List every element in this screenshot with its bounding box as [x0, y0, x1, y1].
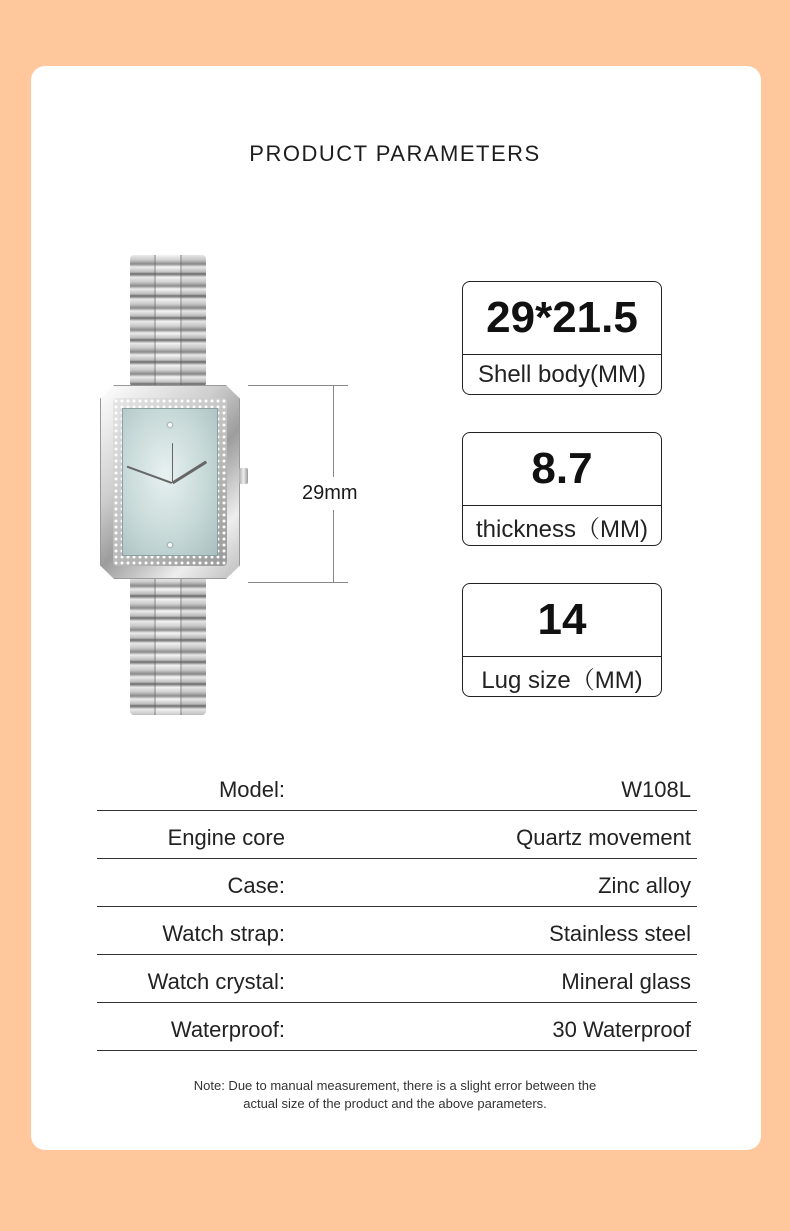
param-value: Stainless steel — [549, 921, 691, 946]
param-key: Case: — [227, 873, 285, 898]
table-row — [97, 763, 697, 811]
table-row — [97, 1003, 697, 1051]
param-value: Quartz movement — [516, 825, 691, 850]
spec-value: 8.7 — [463, 433, 661, 506]
spec-box-thickness — [462, 432, 662, 546]
param-key: Model: — [218, 777, 285, 802]
watch-case — [100, 385, 240, 579]
spec-label: Lug size（MM) — [481, 666, 643, 694]
note-line: actual size of the product and the above parameters. — [243, 1096, 547, 1111]
watch-dial — [122, 408, 218, 556]
spec-label: thickness（MM) — [475, 515, 649, 543]
dimension-bottom-tick — [248, 582, 348, 583]
watch-band-top — [130, 255, 206, 387]
param-value: W108L — [621, 777, 691, 802]
spec-box-shell — [462, 281, 662, 395]
param-key: Watch crystal: — [147, 969, 285, 994]
parameter-table — [97, 763, 697, 1051]
param-key: Waterproof: — [170, 1017, 285, 1042]
watch-band-bottom — [130, 577, 206, 715]
measurement-note — [0, 1077, 790, 1113]
spec-value: 14 — [463, 584, 661, 657]
table-row — [97, 811, 697, 859]
table-row — [97, 907, 697, 955]
page-title: PRODUCT PARAMETERS — [249, 141, 541, 166]
spec-box-lug — [462, 583, 662, 697]
spec-label: Shell body(MM) — [477, 361, 647, 388]
minute-hand — [127, 466, 173, 484]
hour-hand — [172, 461, 208, 485]
watch-crown — [239, 468, 248, 484]
dimension-vertical-line-bottom — [333, 510, 334, 582]
second-hand — [172, 443, 173, 483]
table-row — [97, 955, 697, 1003]
param-value: Zinc alloy — [598, 873, 691, 898]
param-value: 30 Waterproof — [552, 1017, 691, 1042]
spec-value: 29*21.5 — [463, 282, 661, 355]
table-row — [97, 859, 697, 907]
param-key: Engine core — [167, 825, 285, 850]
param-key: Watch strap: — [162, 921, 285, 946]
dimension-label: 29mm — [302, 482, 358, 504]
dimension-vertical-line-top — [333, 385, 334, 477]
note-line: Note: Due to manual measurement, there is a slight error between the — [193, 1078, 597, 1093]
watch-image — [96, 255, 256, 715]
param-value: Mineral glass — [561, 969, 691, 994]
